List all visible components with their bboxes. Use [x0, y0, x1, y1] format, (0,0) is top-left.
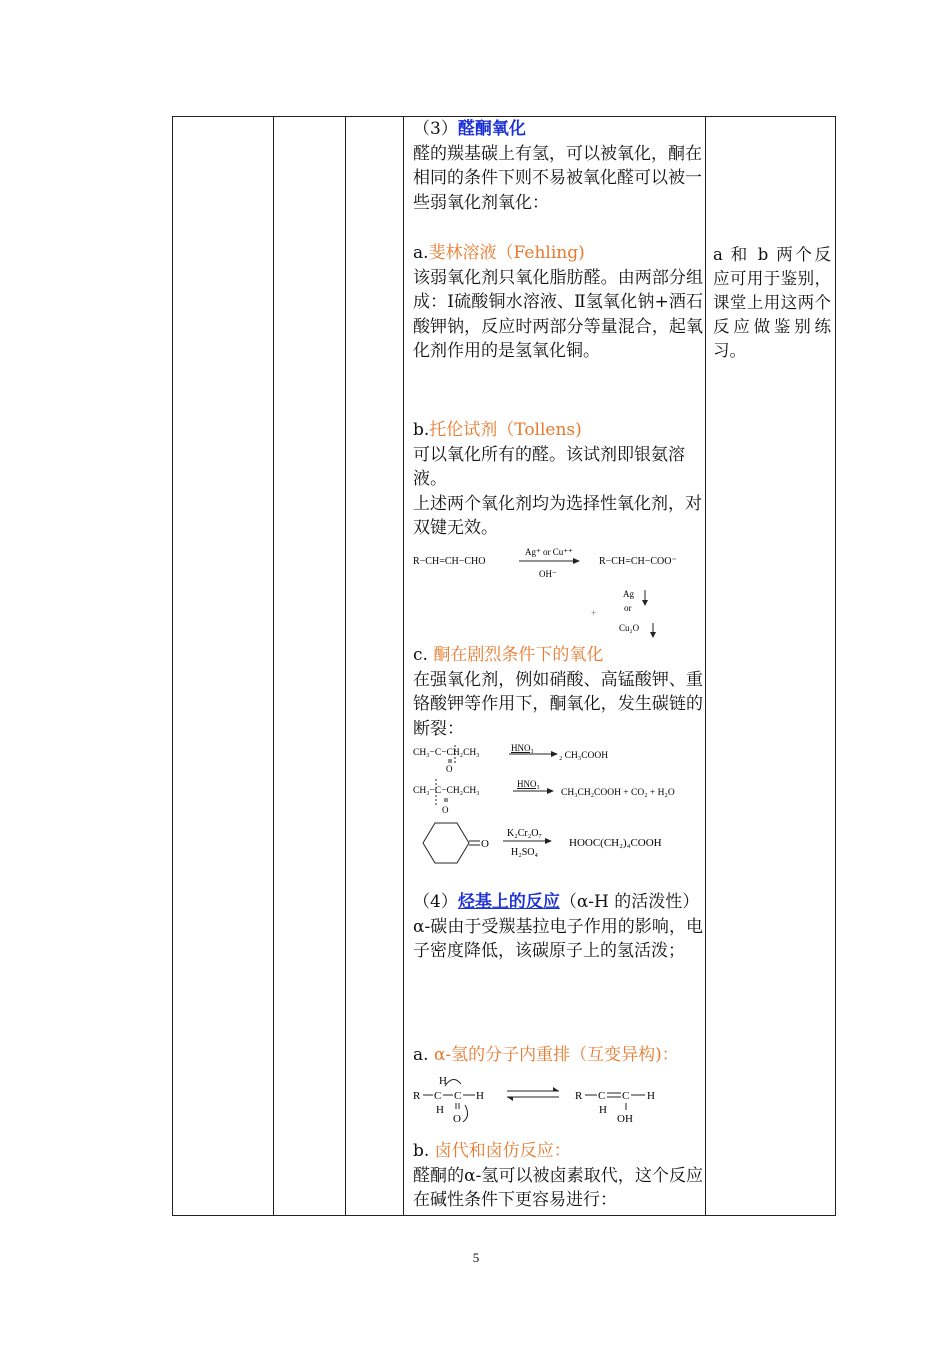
eq1-reagent: Ag⁺ or Cu⁺⁺	[525, 547, 573, 557]
eq5-carbon: C	[598, 1090, 606, 1102]
content-column	[413, 117, 703, 1215]
ketone-cleavage-equation-2	[413, 777, 703, 817]
section-title: 醛酮氧化	[457, 119, 526, 139]
eq3-reactant: CH₃−C−CH₂CH₃	[413, 786, 480, 796]
tollens-block	[413, 418, 703, 541]
eq4-condition: H₂SO₄	[511, 847, 538, 858]
eq3-reagent: HNO₃	[517, 779, 540, 789]
section-4	[413, 890, 703, 964]
eq5-hydrogen: H	[439, 1075, 447, 1087]
item-prefix: c.	[413, 645, 428, 665]
item-prefix: b.	[413, 420, 430, 440]
item-prefix: b.	[413, 1141, 430, 1161]
tollens-note: 上述两个氧化剂均为选择性氧化剂，对双键无效。	[413, 493, 702, 538]
tollens-body: 可以氧化所有的醛。该试剂即银氨溶液。	[413, 444, 685, 489]
eq5-carbon: C	[434, 1090, 442, 1102]
column-divider	[345, 117, 346, 1215]
eq1-arrowhead	[573, 558, 580, 564]
tautomerism-block	[413, 1043, 703, 1068]
eq2-reactant: CH₃−C−CH₂CH₃	[413, 748, 480, 758]
eq1-or: or	[624, 603, 632, 613]
ketone-oxidation-body: 在强氧化剂，例如硝酸、高锰酸钾、重铬酸钾等作用下，酮氧化，发生碳链的断裂：	[413, 669, 703, 739]
lesson-table	[172, 116, 836, 1216]
item-prefix: a.	[413, 243, 429, 263]
section-number: （3）	[413, 119, 458, 139]
eq1-product: R−CH=CH−COO⁻	[599, 556, 677, 567]
eq2-product: ₂ CH₃COOH	[559, 751, 609, 761]
section-3-heading	[413, 117, 703, 142]
eq5-hydrogen: H	[599, 1104, 607, 1116]
item-prefix: a.	[413, 1045, 429, 1065]
remarks-column	[713, 243, 831, 363]
keto-enol-equation	[413, 1072, 703, 1134]
eq5-r-group: R	[413, 1090, 421, 1102]
eq4-reagent: K₂Cr₂O₇	[507, 828, 542, 839]
fehling-block	[413, 241, 703, 364]
ketone-cleavage-equation-1	[413, 741, 703, 775]
eq5-hydrogen: H	[647, 1090, 655, 1102]
eq4-oxygen: O	[481, 838, 489, 850]
eq2-oxygen: O	[446, 764, 453, 774]
eq5-hydrogen: H	[476, 1090, 484, 1102]
column-divider	[705, 117, 706, 1215]
eq2-reagent: HNO₃	[511, 743, 534, 753]
eq1-plus: +	[591, 608, 597, 618]
eq5-hydrogen: H	[436, 1104, 444, 1116]
section-subtitle: （α-H 的活泼性）	[559, 892, 700, 912]
eq4-product: HOOC(CH₂)₄COOH	[569, 837, 662, 849]
section-3-body: 醛的羰基碳上有氢，可以被氧化，酮在相同的条件下则不易被氧化醛可以被一些弱氧化剂氧化：	[413, 143, 702, 213]
eq1-silver: Ag	[623, 589, 634, 599]
column-divider	[273, 117, 274, 1215]
eq3-product: CH₃CH₂COOH + CO₂ + H₂O	[561, 788, 675, 798]
cyclohexanone-oxidation-equation	[413, 819, 703, 867]
fehling-title: 斐林溶液（Fehling)	[428, 243, 585, 263]
halogenation-block	[413, 1139, 703, 1213]
section-title: 烃基上的反应	[457, 892, 560, 912]
column-divider	[403, 117, 404, 1215]
ketone-oxidation-block	[413, 643, 703, 741]
eq1-copper-oxide: Cu₂O	[619, 623, 640, 633]
cyclohexane-ring	[423, 823, 469, 863]
halogenation-title: 卤代和卤仿反应：	[434, 1141, 571, 1161]
tautomerism-title: α-氢的分子内重排（互变异构)：	[433, 1045, 679, 1065]
eq5-r-group: R	[575, 1090, 583, 1102]
eq5-hydroxyl: OH	[617, 1113, 633, 1125]
ketone-oxidation-title: 酮在剧烈条件下的氧化	[433, 645, 604, 665]
eq5-carbon: C	[622, 1090, 630, 1102]
section-number: （4）	[413, 892, 458, 912]
remark-text: a 和 b 两个反应可用于鉴别，课堂上用这两个反应做鉴别练习。	[713, 245, 831, 360]
tollens-title: 托伦试剂（Tollens)	[429, 420, 582, 440]
eq1-reactant: R−CH=CH−CHO	[413, 556, 486, 567]
eq5-oxygen: O	[453, 1113, 461, 1125]
aldehyde-oxidation-equation	[413, 545, 703, 641]
eq1-condition: OH⁻	[539, 569, 557, 579]
section-3	[413, 117, 703, 215]
section-4-body: α-碳由于受羰基拉电子作用的影响，电子密度降低，该碳原子上的氢活泼；	[413, 916, 703, 961]
page-number: 5	[472, 1250, 480, 1265]
fehling-body: 该弱氧化剂只氧化脂肪醛。由两部分组成：Ⅰ硫酸铜水溶液、Ⅱ氢氧化钠+酒石酸钾钠，反应时两部分等量混合，起氧化剂作用的是氢氧化铜。	[413, 267, 703, 361]
halogenation-body: 醛酮的α-氢可以被卤素取代，这个反应在碱性条件下更容易进行：	[413, 1165, 703, 1210]
eq3-oxygen: O	[442, 805, 449, 815]
eq5-carbon: C	[454, 1090, 462, 1102]
